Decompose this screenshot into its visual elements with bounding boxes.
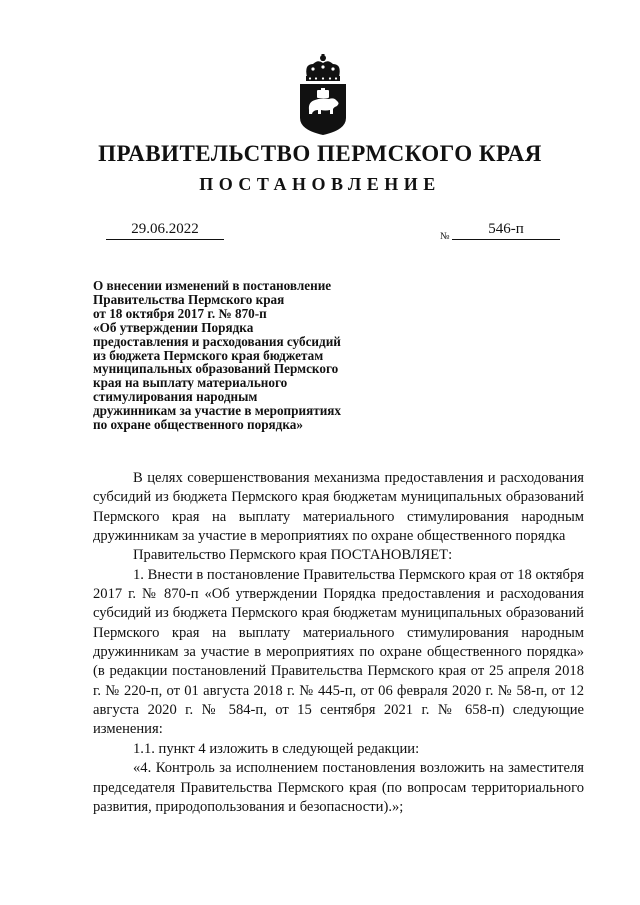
- body-paragraph: 1.1. пункт 4 изложить в следующей редакции:: [133, 740, 420, 757]
- body-paragraph: «4. Контроль за исполнением постановления возложить на заместителя председателя Правительства Пермского края (по вопросам территориального развития, природопользования и безопасности).»;: [93, 760, 584, 815]
- subject-line: Правительства Пермского края: [93, 291, 285, 307]
- document-subject: [93, 279, 373, 432]
- crown-icon: [306, 54, 340, 81]
- perm-krai-coat-of-arms: [296, 52, 350, 136]
- body-paragraph: Правительство Пермского края ПОСТАНОВЛЯЕТ:: [133, 547, 453, 564]
- subject-line: по охране общественного порядка»: [93, 417, 303, 433]
- document-type: ПОСТАНОВЛЕНИЕ: [199, 174, 441, 194]
- body-paragraph: 1. Внести в постановление Правительства Пермского края от 18 октября 2017 г. № 870-п «Об утверждении Порядка предоставления и расходования субсидий из бюджета Пермского края бюджетам муниципальных образований Пермского края на выплату материального стимулирования народным дружинникам за участие в мероприятиях по охране общественного порядка» (в редакции постановлений Правительства Пермского края от 25 апреля 2018 г. № 220-п, от 01 августа 2018 г. № 445-п, от 06 февраля 2020 г. № 58-п, от 12 августа 2020 г. № 584-п, от 15 сентября 2021 г. № 658-п) следующие изменения:: [93, 566, 584, 738]
- subject-line: предоставления и расходования субсидий: [93, 333, 341, 349]
- government-title: ПРАВИТЕЛЬСТВО ПЕРМСКОГО КРАЯ: [98, 141, 542, 166]
- document-body: [93, 469, 584, 817]
- subject-line: муниципальных образований Пермского: [93, 361, 339, 377]
- subject-line: дружинникам за участие в мероприятиях: [93, 403, 342, 419]
- subject-line: «Об утверждении Порядка: [93, 319, 254, 335]
- subject-line: стимулирования народным: [93, 389, 258, 405]
- body-paragraph: В целях совершенствования механизма предоставления и расходования субсидий из бюджета Пермского края бюджетам муниципальных образований Пермского края на выплату материального стимулирования народным дружинникам за участие в мероприятиях по охране общественного порядка: [93, 470, 584, 545]
- document-date: 29.06.2022: [106, 221, 224, 240]
- subject-line: края на выплату материального: [93, 375, 288, 391]
- document-number: 546-п: [452, 221, 560, 240]
- subject-line: из бюджета Пермского края бюджетам: [93, 347, 324, 363]
- subject-line: от 18 октября 2017 г. № 870-п: [93, 305, 267, 321]
- subject-line: О внесении изменений в постановление: [93, 278, 332, 293]
- number-label: №: [440, 231, 450, 242]
